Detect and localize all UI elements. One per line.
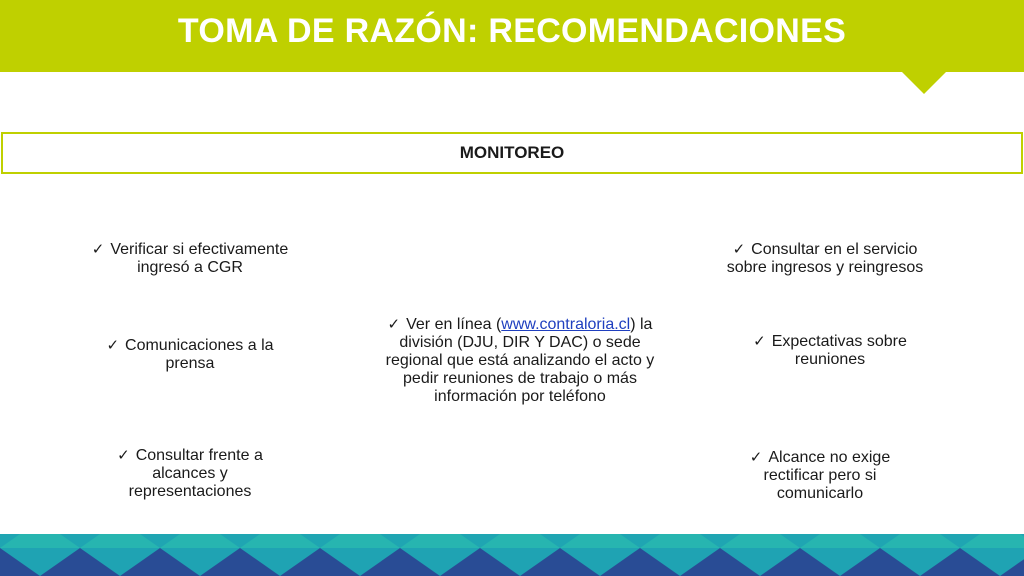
checkmark-icon: ✓ <box>753 332 766 350</box>
right-item-1: ✓ Consultar en el servicio sobre ingresos y reingresos <box>726 240 924 276</box>
checkmark-icon: ✓ <box>91 240 105 258</box>
checkmark-icon: ✓ <box>732 240 746 258</box>
checkmark-icon: ✓ <box>749 448 763 466</box>
right-item-3: ✓ Alcance no exige rectificar pero si comunicarlo <box>749 448 891 502</box>
left-item-2: ✓ Comunicaciones a la prensa <box>106 336 274 372</box>
title-notch <box>902 72 946 94</box>
contraloria-link[interactable]: www.contraloria.cl <box>501 316 631 333</box>
right-item-2: ✓ Expectativas sobre reuniones <box>753 332 907 368</box>
checkmark-icon: ✓ <box>106 336 120 354</box>
checkmark-icon: ✓ <box>117 446 130 464</box>
decorative-bottom-band <box>0 534 1024 576</box>
left-item-3: ✓ Consultar frente a alcances y representaciones <box>117 446 263 500</box>
triangle-pattern-icon <box>0 534 1024 576</box>
section-header-box <box>1 132 1023 174</box>
checkmark-icon: ✓ <box>387 315 401 333</box>
page-title: TOMA DE RAZÓN: RECOMENDACIONES <box>177 12 847 50</box>
center-item: ✓ Ver en línea (www.contraloria.cl) la división (DJU, DIR Y DAC) o sede regional que está analizando el acto y pedir reuniones de trabajo o más información por teléfono <box>385 315 655 405</box>
section-label: MONITOREO <box>459 143 565 162</box>
left-item-1: ✓ Verificar si efectivamente ingresó a CGR <box>91 240 289 276</box>
